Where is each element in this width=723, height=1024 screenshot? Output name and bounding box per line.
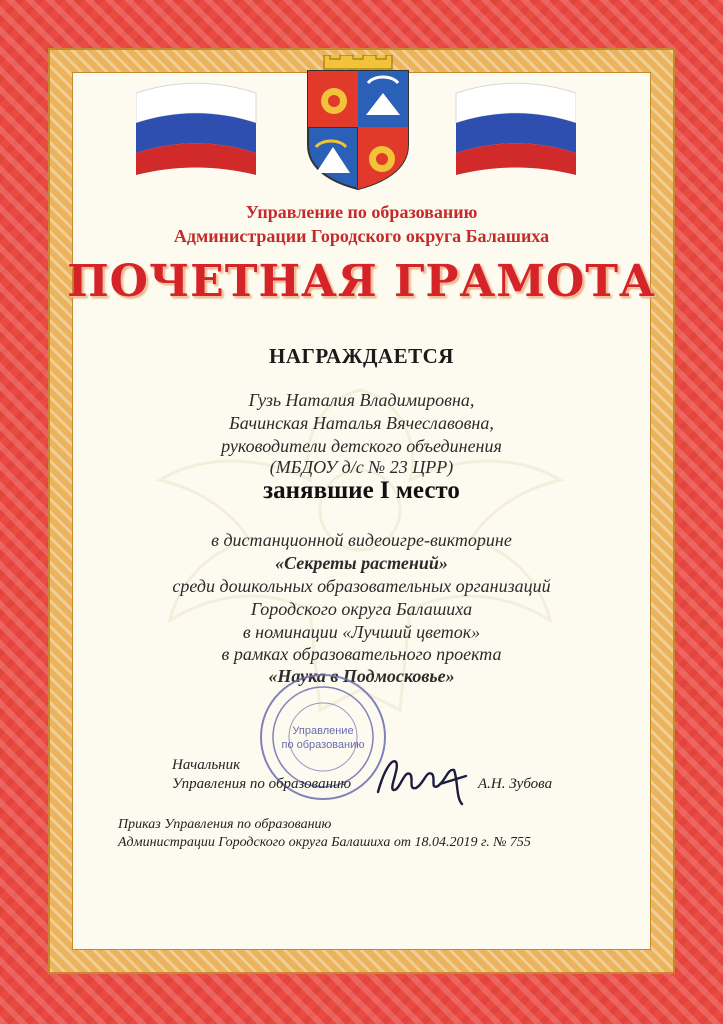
recipient-line: (МБДОУ д/с № 23 ЦРР)	[269, 457, 454, 477]
signer-position-line-2: Управления по образованию	[172, 776, 352, 792]
signature-icon	[370, 740, 475, 810]
order-line-2: Администрации Городского округа Балашиха от 18.04.2019 г. № 755	[118, 835, 531, 850]
stamp-line-1: Управление	[292, 725, 354, 737]
stamp-line-2: по образованию	[281, 739, 365, 751]
event-line: в номинации «Лучший цветок»	[242, 622, 481, 642]
place-text: занявшие I место	[263, 477, 460, 504]
recipient-line: Бачинская Наталья Вячеславовна,	[229, 413, 494, 433]
event-line: в рамках образовательного проекта	[221, 644, 502, 664]
org-line-1: Управление по образованию	[245, 202, 478, 222]
event-line: «Секреты растений»	[275, 553, 448, 573]
recipient-line: Гузь Наталия Владимировна,	[248, 390, 475, 410]
awarded-label: НАГРАЖДАЕТСЯ	[269, 344, 454, 368]
order-line-1: Приказ Управления по образованию	[118, 817, 332, 832]
signer-name: А.Н. Зубова	[478, 776, 553, 792]
event-line: «Наука в Подмосковье»	[268, 666, 455, 686]
org-line-2: Администрации Городского округа Балашиха	[173, 226, 550, 246]
event-line: Городского округа Балашиха	[250, 599, 473, 619]
certificate-title: ПОЧЕТНАЯ ГРАМОТА	[67, 256, 656, 307]
signer-position-line-1: Начальник	[172, 757, 241, 773]
coat-of-arms-icon	[302, 55, 414, 190]
event-line: среди дошкольных образовательных организаций	[172, 576, 551, 596]
recipient-line: руководители детского объединения	[221, 436, 502, 456]
event-line: в дистанционной видеоигре-викторине	[211, 530, 512, 550]
